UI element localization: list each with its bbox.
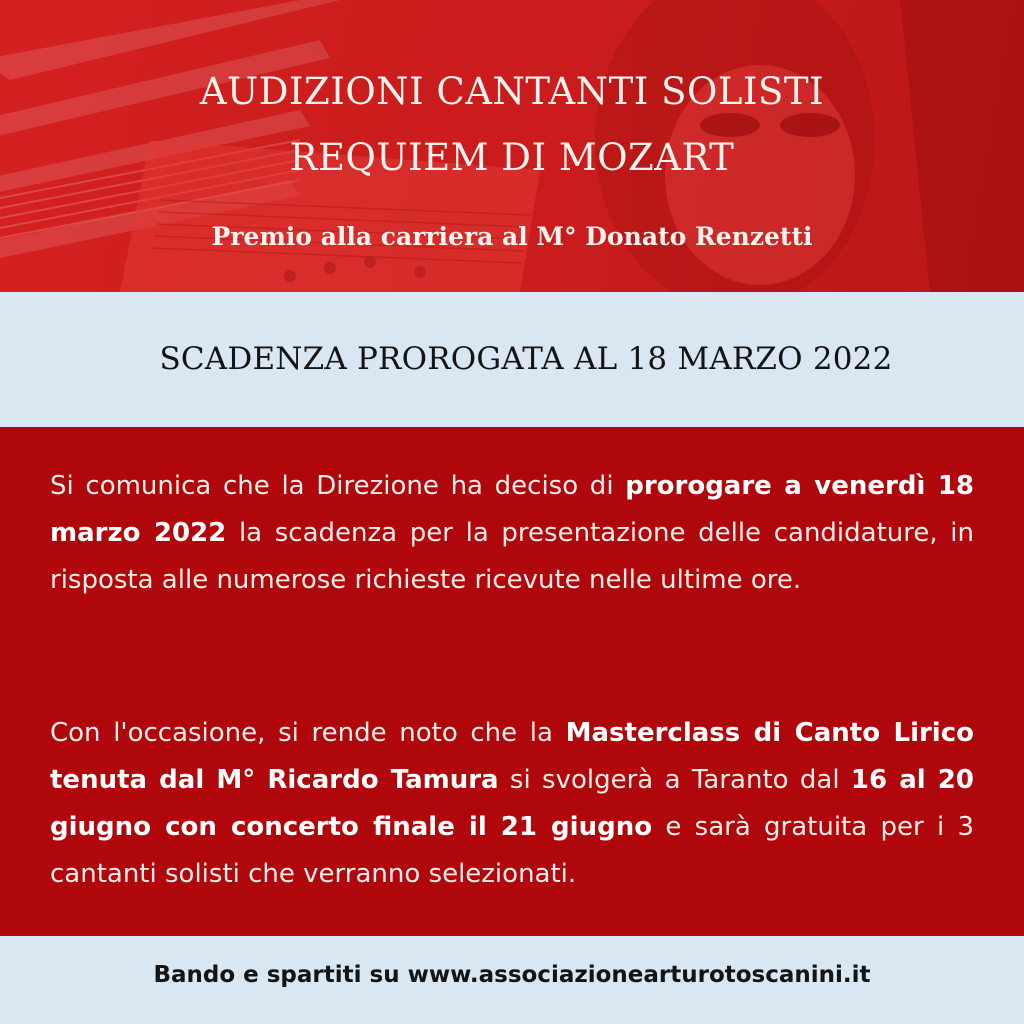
title-line-1: AUDIZIONI CANTANTI SOLISTI: [199, 70, 825, 113]
footer-website-line: Bando e spartiti su www.associazionearturotoscanini.it: [153, 962, 871, 988]
text-run: si svolgerà a Taranto dal: [498, 765, 851, 795]
deadline-heading: SCADENZA PROROGATA AL 18 MARZO 2022: [159, 341, 893, 377]
highlight-dates: 16 al 20 giugno con concerto finale il 21 giugno: [50, 765, 974, 842]
subtitle: Premio alla carriera al M° Donato Renzetti: [211, 222, 813, 251]
title-line-2: REQUIEM DI MOZART: [289, 136, 735, 179]
text-run: Con l'occasione, si rende noto che la: [50, 718, 566, 748]
deadline-band: [0, 292, 1024, 427]
text-run: e sarà gratuita per i 3 cantanti solisti che verranno selezionati.: [50, 812, 974, 889]
text-run: Si comunica che la Direzione ha deciso di: [50, 471, 626, 501]
highlight-new-date: prorogare a venerdì 18 marzo 2022: [50, 471, 974, 548]
footer-band: [0, 936, 1024, 1024]
highlight-masterclass: Masterclass di Canto Lirico tenuta dal M° Ricardo Tamura: [50, 718, 974, 795]
announcement-body: [0, 427, 1024, 936]
paragraph-masterclass: [50, 710, 974, 898]
paragraph-extension: [50, 463, 974, 604]
header-banner: [0, 0, 1024, 292]
text-run: la scadenza per la presentazione delle candidature, in risposta alle numerose richieste ricevute nelle ultime ore.: [50, 518, 974, 595]
